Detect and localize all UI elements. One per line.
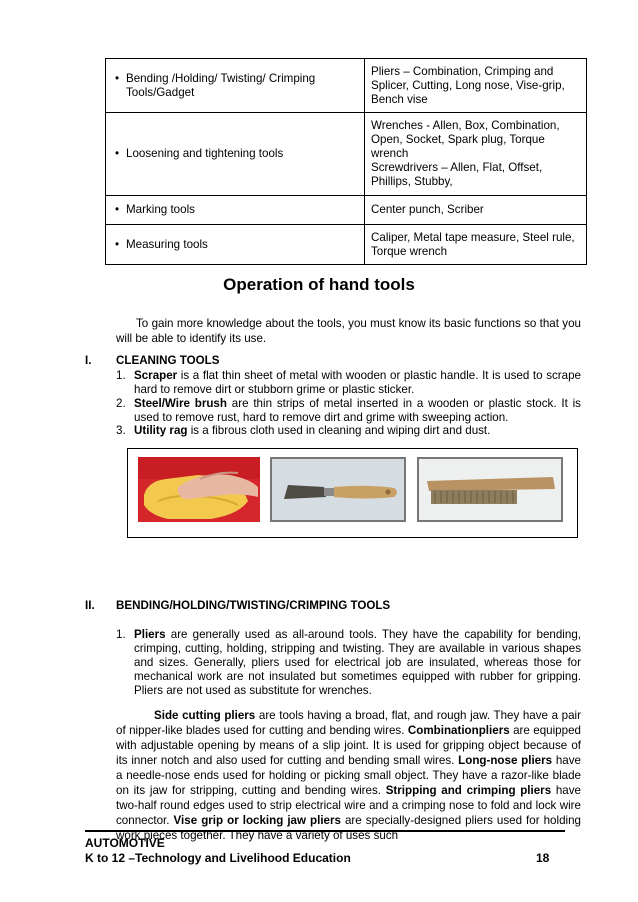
section-heading: Operation of hand tools	[223, 275, 415, 294]
utility-rag-image	[138, 457, 260, 522]
list-item: 3. Utility rag is a fibrous cloth used in cleaning and wiping dirt and dust.	[116, 424, 491, 437]
table-tools: Wrenches - Allen, Box, Combination, Open, Socket, Spark plug, Torque wrench	[371, 119, 560, 160]
term: Utility rag	[134, 424, 188, 437]
bullet-icon: •	[115, 203, 120, 216]
term: Long-nose pliers	[458, 754, 553, 767]
bullet-icon: •	[115, 147, 120, 160]
pliers-paragraph: Side cutting pliers are tools having a broad, flat, and rough jaw. They have a pair of nipper-like blades used for cutting and bending wires. Combinationpliers are equipped with adjustable opening by means of a slip joint. It is used for gripping object because of its inner notch and also used for cutting and bending small wires. Long-nose pliers have a needle-nose ends used for holding or picking small object. They have a razor-like blade on its jaw for stripping, cutting and bending wires. Stripping and crimping pliers have two-half round edges used to strip electrical wire and a crimping nose to fold and lock wire connector. Vise grip or locking jaw pliers are specially-designed pliers used for holding work pieces together. They have a variety of uses such	[116, 709, 581, 842]
cleaning-tools-images	[127, 448, 578, 538]
table-row	[106, 196, 587, 225]
term: Vise grip or locking jaw pliers	[173, 814, 341, 827]
bullet-icon: •	[115, 71, 120, 85]
term: Steel/Wire brush	[134, 397, 227, 410]
table-row	[106, 225, 587, 265]
footer-divider	[85, 830, 565, 832]
table-category: Measuring tools	[126, 237, 208, 251]
section-title-cleaning: I. CLEANING TOOLS	[85, 354, 220, 367]
table-row	[106, 113, 587, 196]
term: Scraper	[134, 369, 178, 382]
list-item: 1. Scraper is a flat thin sheet of metal with wooden or plastic handle. It is used to scrape hard to remove dirt or stubborn grime or plastic sticker.	[116, 369, 581, 396]
table-tools: Pliers – Combination, Crimping and Splicer, Cutting, Long nose, Vise-grip, Bench vise	[371, 64, 565, 106]
term: Side cutting pliers	[154, 709, 256, 722]
term: Pliers	[134, 628, 166, 641]
scraper-image	[270, 457, 406, 522]
term: Combinationpliers	[407, 724, 510, 737]
table-category: Bending /Holding/ Twisting/ Crimping Tools/Gadget	[126, 71, 316, 99]
table-tools: Center punch, Scriber	[371, 203, 484, 216]
term: Stripping and crimping pliers	[385, 784, 552, 797]
footer-course: K to 12 –Technology and Livelihood Education	[85, 851, 351, 865]
bullet-icon: •	[115, 237, 120, 251]
page-number: 18	[536, 851, 550, 865]
tools-table	[105, 58, 587, 265]
table-category: Marking tools	[126, 203, 195, 216]
table-tools: Screwdrivers – Allen, Flat, Offset, Phillips, Stubby,	[371, 161, 543, 188]
table-row	[106, 59, 587, 113]
table-tools: Caliper, Metal tape measure, Steel rule, Torque wrench	[371, 230, 575, 258]
list-item: 2. Steel/Wire brush are thin strips of metal inserted in a wooden or plastic stock. It is used to remove rust, hard to remove dirt and grime with sweeping action.	[116, 397, 581, 424]
intro-paragraph: To gain more knowledge about the tools, you must know its basic functions so that you will be able to identify its use.	[116, 317, 581, 345]
footer-subject: AUTOMOTIVE	[85, 836, 165, 850]
list-item: 1. Pliers are generally used as all-around tools. They have the capability for bending, crimping, cutting, holding, stripping and twisting. They are available in various shapes and sizes. Generally, pliers used for electrical job are insulated, whereas those for mechanical work are not insulated but sometimes equipped with rubber for gripping. Pliers are not used as substitute for wrenches.	[116, 628, 581, 697]
wire-brush-image	[417, 457, 563, 522]
table-category: Loosening and tightening tools	[126, 147, 284, 160]
section-title-bending: II. BENDING/HOLDING/TWISTING/CRIMPING TOOLS	[85, 599, 391, 612]
